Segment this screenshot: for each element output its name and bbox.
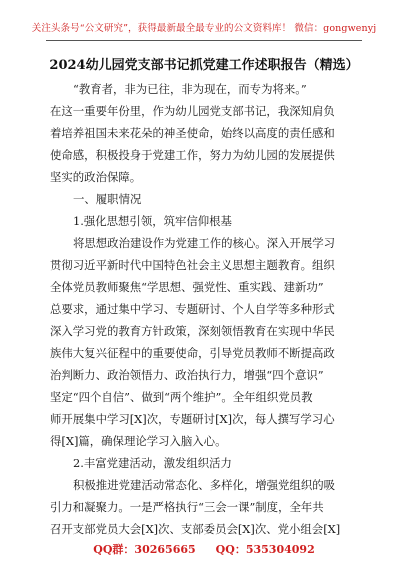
header-divider (46, 40, 362, 41)
document-title: 2024幼儿园党支部书记抓党建工作述职报告（精选） (49, 58, 359, 73)
body-line: 全体党员教师聚焦“学思想、强党性、重实践、建新功” (50, 280, 324, 294)
body-line: 得[X]篇，确保理论学习入脑入心。 (50, 434, 227, 448)
section-heading: 一、履职情况 (73, 192, 142, 206)
subsection-heading: 2.丰富党建活动，激发组织活力 (73, 456, 232, 470)
header-banner: 关注头条号“公文研究”，获得最新最全最专业的公文资料库！ 微信：gongwenyj (31, 23, 377, 34)
body-line: 着培养祖国未来花朵的神圣使命，始终以高度的责任感和 (50, 126, 335, 140)
body-line: 积极推进党建活动常态化、多样化，增强党组织的吸 (73, 478, 335, 492)
body-line: 师开展集中学习[X]次，专题研讨[X]次，每人撰写学习心 (50, 412, 335, 426)
footer-qq: QQ：535304092 (215, 543, 315, 556)
body-line: 将思想政治建设作为党建工作的核心。深入开展学习 (73, 236, 335, 250)
subsection-heading: 1.强化思想引领，筑牢信仰根基 (73, 214, 232, 228)
body-line: 族伟大复兴征程中的重要使命，引导党员教师不断提高政 (50, 346, 335, 360)
body-line: 贯彻习近平新时代中国特色社会主义思想主题教育。组织 (50, 258, 335, 272)
body-line: 深入学习党的教育方针政策，深刻领悟教育在实现中华民 (50, 324, 335, 338)
body-line: 坚定“四个自信”、做到“两个维护”。全年组织党员教 (50, 390, 313, 404)
body-line: 治判断力、政治领悟力、政治执行力，增强“四个意识” (50, 368, 324, 382)
body-line: “教育者，非为已往，非为现在，而专为将来。” (73, 82, 307, 96)
footer-contact (0, 541, 408, 557)
body-line: 总要求，通过集中学习、专题研讨、个人自学等多种形式 (50, 302, 335, 316)
footer-qq-group: QQ群：30265665 (93, 543, 196, 556)
body-line: 坚实的政治保障。 (50, 170, 142, 184)
document-body (50, 78, 360, 540)
body-line: 召开支部党员大会[X]次、支部委员会[X]次、党小组会[X] (50, 522, 341, 536)
body-line: 引力和凝聚力。一是严格执行“三会一课”制度，全年共 (50, 500, 324, 514)
body-line: 在这一重要年份里，作为幼儿园党支部书记，我深知肩负 (50, 104, 335, 118)
body-line: 使命感，积极投身于党建工作，努力为幼儿园的发展提供 (50, 148, 335, 162)
